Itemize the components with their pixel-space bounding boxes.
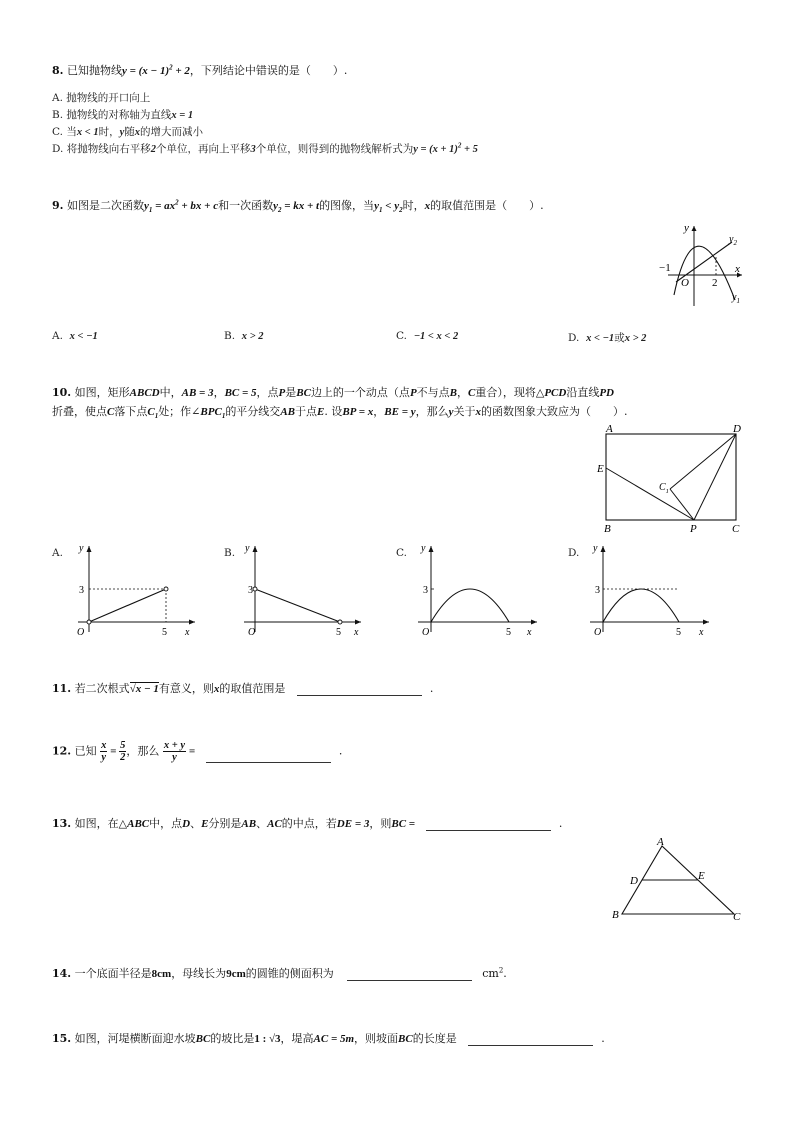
q10-label-d: D: [733, 423, 741, 435]
svg-text:y: y: [421, 543, 426, 554]
q9-option-c: C. −1 < x < 2: [396, 330, 459, 342]
q11-stem: 11. 若二次根式√x − 1有意义，则x的取值范围是 .: [52, 682, 434, 695]
q9-origin-label: O: [681, 277, 689, 289]
q10-label-c: C: [732, 523, 740, 535]
q10-graph-d: [582, 540, 722, 640]
q12-fraction-5-over-2: $\frac{5}{2}$: [120, 740, 126, 763]
svg-text:O: O: [422, 627, 430, 638]
q13-figure: [606, 834, 751, 926]
q10-option-d-letter: D.: [568, 547, 580, 559]
svg-text:3: 3: [595, 585, 600, 596]
q10-figure: [592, 422, 752, 538]
q15-number: 15.: [52, 1032, 72, 1045]
q8-stem: 8. 已知抛物线$y = (x - 1)^2 + 2$，下列结论中错误的是（ ）.: [52, 63, 348, 77]
q10-graph-b-curve: [255, 589, 340, 622]
q10-stem-line1: 10. 如图，矩形ABCD中，AB = 3，BC = 5，点P是BC边上的一个动点（点P不与点B，C重合），现将△PCD沿直线PD: [52, 386, 614, 399]
q9-option-d: D. x < −1或x > 2: [568, 332, 647, 344]
q11-number: 11.: [52, 682, 72, 695]
q10-graph-c-y-arrow-icon: [429, 546, 434, 552]
q13-answer-blank[interactable]: [426, 819, 551, 831]
q10-graph-c: [410, 540, 550, 640]
q13-label-b: B: [612, 909, 619, 921]
q10-graph-d-y-arrow-icon: [601, 546, 606, 552]
q11-answer-blank[interactable]: [297, 684, 422, 696]
svg-text:y: y: [79, 543, 84, 554]
svg-text:3: 3: [79, 585, 84, 596]
q8-number: 8.: [52, 64, 64, 77]
q10-graph-c-curve: [431, 589, 509, 622]
q10-label-c1: $C_1$: [659, 482, 669, 495]
q10-option-c-letter: C.: [396, 547, 407, 559]
q13-label-d: D: [630, 875, 638, 887]
q13-label-a: A: [657, 836, 664, 848]
q14-stem: 14. 一个底面半径是8cm，母线长为9cm的圆锥的侧面积为 $cm^2$.: [52, 966, 507, 980]
q10-graph-a-y-arrow-icon: [87, 546, 92, 552]
q10-option-b-letter: B.: [224, 547, 236, 559]
svg-text:x: x: [699, 627, 704, 638]
q12-fraction-x-over-y: $\frac{x}{y}$: [101, 740, 107, 763]
q9-y-arrow-icon: [692, 226, 697, 231]
q10-graph-a-curve: [89, 589, 166, 622]
q8-option-d: D. 将抛物线向右平移2个单位，再向上平移3个单位，则得到的抛物线解析式为$y = (x + 1)^2 + 5$: [52, 141, 478, 155]
svg-text:5: 5: [336, 627, 341, 638]
q12-number: 12.: [52, 744, 72, 758]
q10-graph-d-curve: [603, 589, 679, 622]
svg-text:O: O: [248, 627, 256, 638]
q10-line-c1p: [670, 489, 694, 520]
q13-label-e: E: [698, 870, 705, 882]
q15-answer-blank[interactable]: [468, 1034, 593, 1046]
q10-label-e: E: [597, 463, 604, 475]
q10-line-ep: [606, 468, 694, 520]
q14-number: 14.: [52, 967, 72, 980]
q10-line-pd: [694, 434, 736, 520]
q10-rectangle: [606, 434, 736, 520]
q14-answer-blank[interactable]: [347, 969, 472, 981]
q10-graph-d-x-arrow-icon: [703, 620, 709, 625]
svg-text:x: x: [527, 627, 532, 638]
q12-answer-blank[interactable]: [206, 751, 331, 763]
q9-option-a: A. x < −1: [52, 330, 98, 342]
q9-parabola: [674, 246, 735, 300]
svg-text:x: x: [185, 627, 190, 638]
svg-text:O: O: [77, 627, 85, 638]
q10-graph-c-x-arrow-icon: [531, 620, 537, 625]
q10-stem-line2: 折叠，使点C落下点$C_1$处；作$\angle BPC_1$的平分线交AB于点E. 设BP = x，BE = y，那么y关于x的函数图象大致应为（ ）.: [52, 405, 628, 421]
svg-text:x: x: [354, 627, 359, 638]
q9-figure: [650, 220, 750, 308]
q10-number: 10.: [52, 386, 72, 399]
svg-text:3: 3: [423, 585, 428, 596]
q9-y2-label: $y_2$: [729, 234, 737, 247]
q9-option-b: B. x > 2: [224, 330, 264, 342]
q10-graph-b-y-arrow-icon: [253, 546, 258, 552]
svg-text:y: y: [245, 543, 250, 554]
q9-number: 9.: [52, 199, 64, 212]
q12-fraction-x-plus-y-over-y: $\frac{x + y}{y}$: [163, 740, 186, 763]
q15-stem: 15. 如图，河堤横断面迎水坡BC的坡比是1 : √3，堤高AC = 5m，则坡面BC的长度是 .: [52, 1032, 605, 1045]
q8-option-a: A. 抛物线的开口向上: [52, 92, 151, 104]
q13-stem: 13. 如图，在△ABC中，点D、E分别是AB、AC的中点，若DE = 3，则BC = .: [52, 817, 563, 830]
q10-graph-a-x-arrow-icon: [189, 620, 195, 625]
svg-text:y: y: [593, 543, 598, 554]
q9-x-label: x: [735, 263, 740, 275]
q9-two-label: 2: [712, 277, 718, 289]
q9-y-label: y: [684, 222, 689, 234]
svg-text:5: 5: [676, 627, 681, 638]
q10-label-p: P: [690, 523, 697, 535]
q10-line-c1d: [670, 434, 736, 489]
svg-text:O: O: [594, 627, 602, 638]
svg-text:5: 5: [506, 627, 511, 638]
q9-y1-label: $y_1$: [732, 292, 740, 305]
q12-stem: 12. 已知 $\frac{x}{y}$ = $\frac{5}{2}$ ，那么 $\frac{x + y}{y}$ = .: [52, 740, 343, 763]
q10-label-a: A: [606, 423, 613, 435]
q13-number: 13.: [52, 817, 72, 830]
q8-option-c: C. 当x < 1时，y随x的增大而减小: [52, 126, 203, 138]
svg-text:3: 3: [248, 585, 253, 596]
q8-option-b: B. 抛物线的对称轴为直线x = 1: [52, 109, 194, 121]
q10-option-a-letter: A.: [52, 547, 63, 559]
q10-graph-b-x-arrow-icon: [355, 620, 361, 625]
q13-label-c: C: [733, 911, 741, 923]
q9-neg1-label: −1: [659, 262, 671, 274]
q9-stem: 9. 如图是二次函数$y_1 = ax^2$ + bx + c和一次函数$y_2$ = kx + t的图像，当$y_1 < y_2$时，x的取值范围是（ ）.: [52, 198, 544, 215]
q10-graph-a: [70, 540, 210, 640]
q10-label-b: B: [604, 523, 611, 535]
svg-text:5: 5: [162, 627, 167, 638]
q10-graph-b: [236, 540, 376, 640]
